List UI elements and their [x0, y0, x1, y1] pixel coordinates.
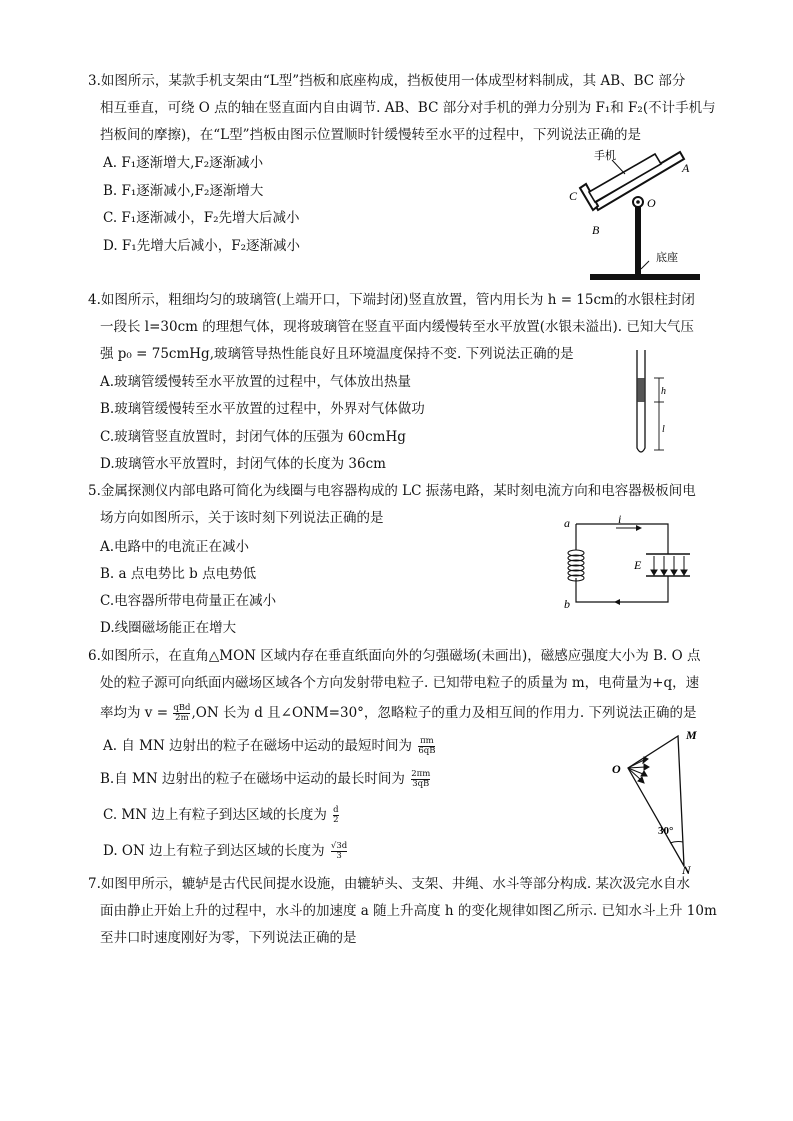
q4-option-b: B.玻璃管缓慢转至水平放置的过程中，外界对气体做功	[100, 401, 425, 417]
q6-stem-line2: 处的粒子源可向纸面内磁场区域各个方向发射带电粒子. 已知带电粒子的质量为 m，电荷量为+q，速	[100, 675, 700, 691]
q6-option-c-denominator: 2	[333, 815, 339, 825]
q3-stem-line3: 挡板间的摩擦)，在“L型”挡板由图示位置顺时针缓慢转至水平的过程中，下列说法正确的是	[100, 127, 642, 143]
q6-option-a	[103, 737, 435, 756]
q7-stem-line1: 7.如图甲所示，辘轳是古代民间提水设施，由辘轳头、支架、井绳、水斗等部分构成. 某次汲完水自水	[88, 876, 690, 892]
q6-speed-fraction	[173, 704, 190, 723]
q4-stem-line1: 4.如图所示，粗细均匀的玻璃管(上端开口，下端封闭)竖直放置，管内用长为 h = 15cm的水银柱封闭	[88, 292, 695, 308]
q6-triangle-mon-figure	[606, 724, 716, 876]
q5-lc-circuit-figure	[558, 512, 698, 612]
q6-speed-prefix: 率均为 v =	[100, 705, 169, 721]
q4-option-d: D.玻璃管水平放置时，封闭气体的长度为 36cm	[100, 456, 386, 472]
q5-stem-line2: 场方向如图所示，关于该时刻下列说法正确的是	[100, 510, 384, 526]
q4-fig-label-h: h	[661, 386, 666, 397]
q6-option-b-text: B.自 MN 边射出的粒子在磁场中运动的最长时间为	[100, 771, 405, 787]
q5-option-c: C.电容器所带电荷量正在减小	[100, 593, 277, 609]
q5-fig-label-i: i	[618, 512, 622, 526]
q6-option-d-text: D. ON 边上有粒子到达区域的长度为	[103, 843, 325, 859]
q5-option-b: B. a 点电势比 b 点电势低	[100, 566, 257, 582]
q6-option-c-text: C. MN 边上有粒子到达区域的长度为	[103, 807, 327, 823]
q4-stem-line3: 强 p₀ = 75cmHg,玻璃管导热性能良好且环境温度保持不变. 下列说法正确的是	[100, 346, 574, 362]
q3-stem-line1: 3.如图所示，某款手机支架由“L型”挡板和底座构成，挡板使用一体成型材料制成，其 AB、BC 部分	[88, 73, 686, 89]
q6-option-a-text: A. 自 MN 边射出的粒子在磁场中运动的最短时间为	[103, 738, 413, 754]
q3-fig-label-b: B	[592, 223, 600, 237]
q5-stem-line1: 5.金属探测仪内部电路可简化为线圈与电容器构成的 LC 振荡电路，某时刻电流方向和电容器极板间电	[88, 483, 696, 499]
q4-option-c: C.玻璃管竖直放置时，封闭气体的压强为 60cmHg	[100, 429, 406, 445]
q6-option-d-numerator: √3d	[330, 841, 348, 851]
q3-option-d: D. F₁先增大后减小，F₂逐渐减小	[103, 238, 300, 254]
q4-glass-tube-figure	[625, 348, 675, 460]
q6-stem-line3	[100, 704, 697, 723]
q6-option-a-fraction	[418, 737, 435, 756]
q6-option-b-denominator: 3qB	[412, 779, 430, 789]
q6-speed-denominator: 2m	[175, 713, 189, 723]
q5-option-d: D.线圈磁场能正在增大	[100, 620, 237, 636]
q6-stem-line1: 6.如图所示，在直角△MON 区域内存在垂直纸面向外的匀强磁场(未画出)，磁感应强度大小为 B. O 点	[88, 648, 701, 664]
q6-option-b-numerator: 2πm	[411, 769, 431, 779]
q5-fig-label-b: b	[564, 597, 570, 611]
q6-fig-label-n: N	[682, 863, 691, 876]
q3-fig-label-o: O	[647, 196, 656, 210]
q4-option-a: A.玻璃管缓慢转至水平放置的过程中，气体放出热量	[100, 374, 412, 390]
q6-option-d-fraction	[331, 842, 347, 861]
q6-option-c-numerator: d	[333, 805, 339, 815]
q6-fig-angle-label: 30°	[658, 825, 674, 837]
q3-phone-stand-figure	[560, 148, 710, 286]
q5-fig-label-a: a	[564, 516, 570, 530]
q6-option-c-fraction	[333, 806, 338, 825]
q3-fig-label-a: A	[682, 161, 690, 175]
q6-option-b	[100, 770, 430, 789]
q7-stem-line3: 至井口时速度刚好为零，下列说法正确的是	[100, 930, 357, 946]
q6-option-a-denominator: 6qB	[418, 746, 436, 756]
q4-stem-line2: 一段长 l=30cm 的理想气体，现将玻璃管在竖直平面内缓慢转至水平放置(水银未溢出). 已知大气压	[100, 319, 694, 335]
q4-fig-label-l: l	[662, 424, 665, 435]
q3-fig-label-c: C	[569, 189, 578, 203]
q6-option-c	[103, 806, 339, 825]
q3-option-c: C. F₁逐渐减小，F₂先增大后减小	[103, 210, 300, 226]
q6-option-b-fraction	[411, 770, 430, 789]
q5-fig-label-e: E	[634, 558, 642, 572]
q5-option-a: A.电路中的电流正在减小	[100, 539, 250, 555]
q7-stem-line2: 面由静止开始上升的过程中，水斗的加速度 a 随上升高度 h 的变化规律如图乙所示. 已知水斗上升 10m	[100, 903, 717, 919]
q6-speed-numerator: qBd	[173, 703, 191, 713]
q6-fig-label-o: O	[612, 762, 621, 776]
q3-option-a: A. F₁逐渐增大,F₂逐渐减小	[103, 155, 264, 171]
q3-fig-base-label: 底座	[656, 251, 678, 264]
q6-option-d	[103, 842, 347, 861]
q6-fig-label-m: M	[686, 728, 697, 742]
q3-stem-line2: 相互垂直，可绕 O 点的轴在竖直面内自由调节. AB、BC 部分对手机的弹力分别为 F₁和 F₂(不计手机与	[100, 100, 716, 116]
q6-option-d-denominator: 3	[336, 851, 342, 861]
q6-option-a-numerator: πm	[420, 736, 434, 746]
q3-fig-phone-label: 手机	[594, 149, 616, 162]
q6-speed-suffix: ,ON 长为 d 且∠ONM=30°，忽略粒子的重力及相互间的作用力. 下列说法正确的是	[191, 705, 697, 721]
q3-option-b: B. F₁逐渐减小,F₂逐渐增大	[103, 183, 264, 199]
